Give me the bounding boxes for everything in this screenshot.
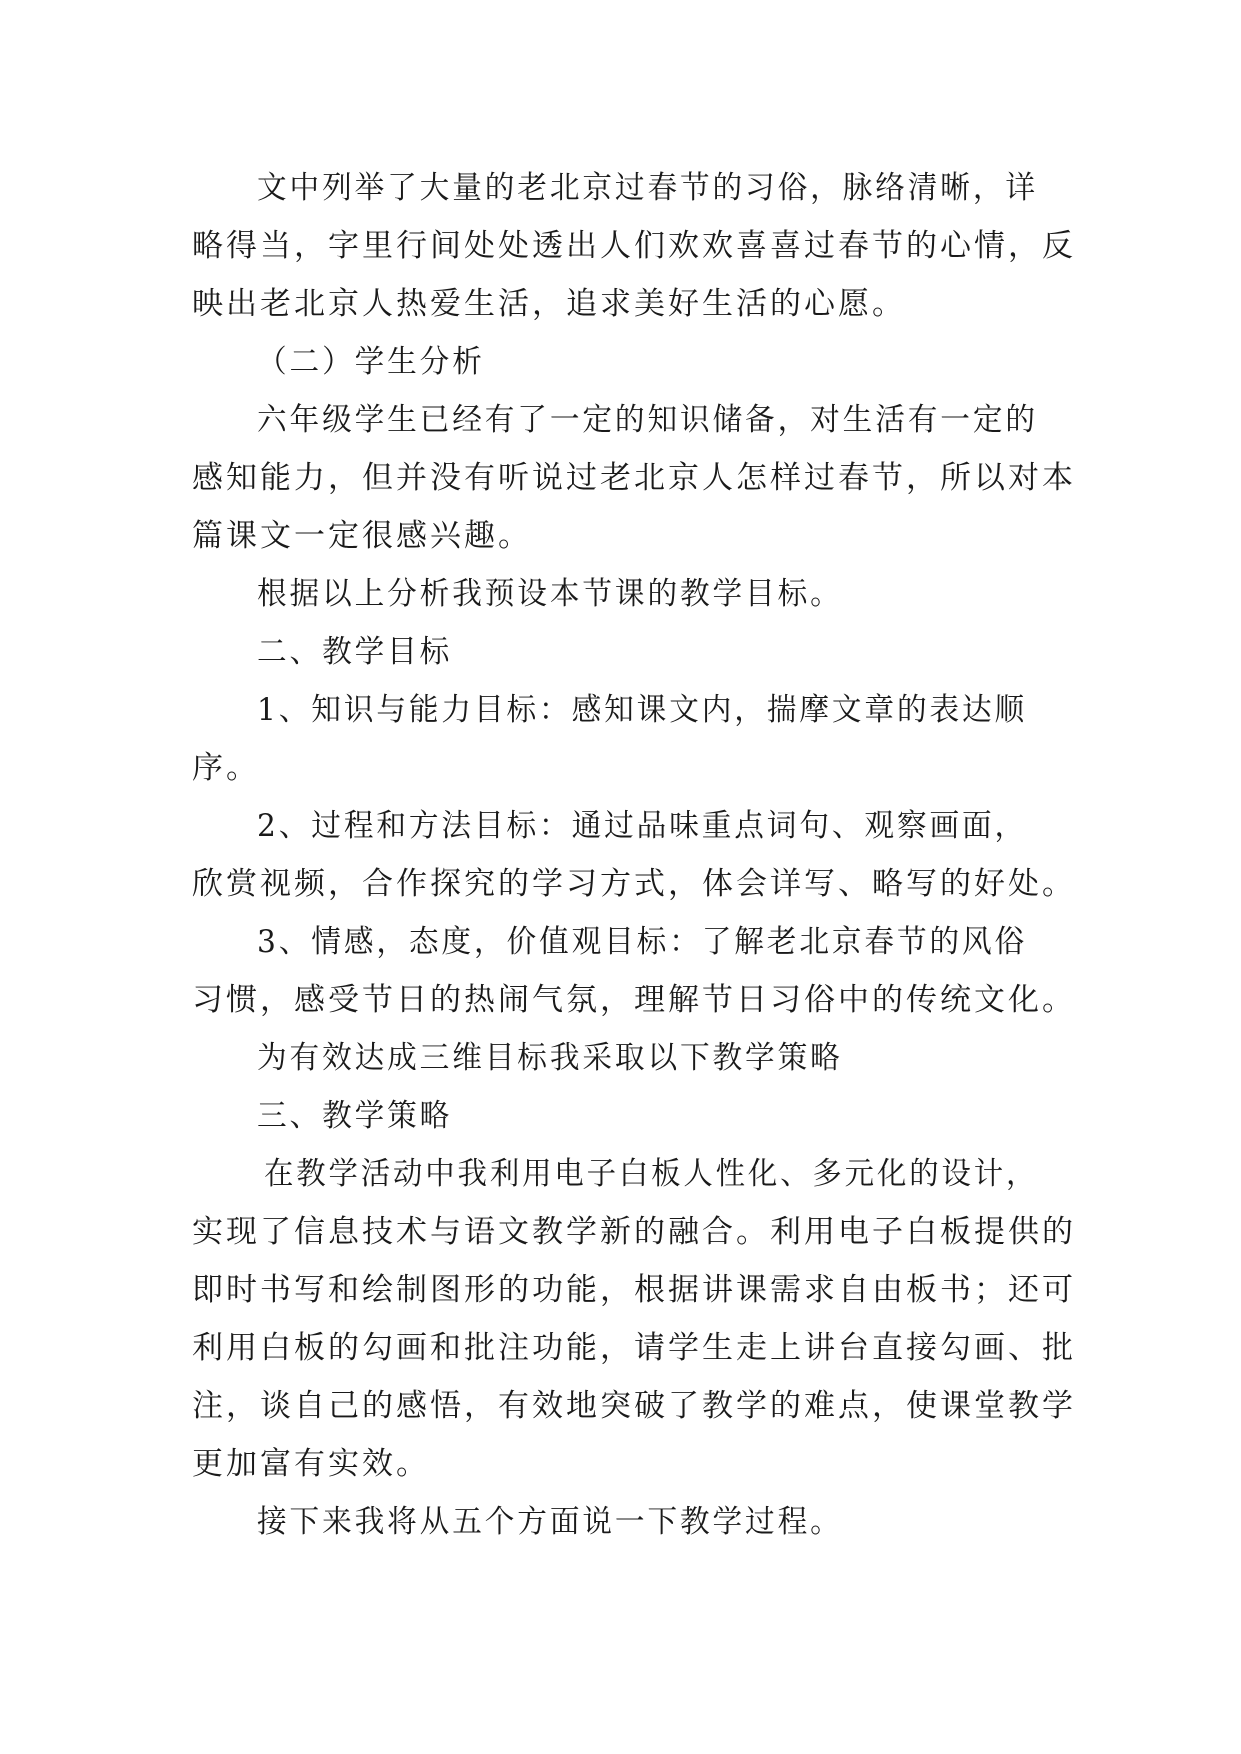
paragraph-line: 即时书写和绘制图形的功能，根据讲课需求自由板书；还可	[192, 1272, 1076, 1308]
section-heading: 三、教学策略	[257, 1098, 453, 1134]
paragraph-line: 为有效达成三维目标我采取以下教学策略	[257, 1040, 843, 1076]
paragraph-line: 略得当，字里行间处处透出人们欢欢喜喜过春节的心情，反	[192, 228, 1076, 264]
paragraph-line: 文中列举了大量的老北京过春节的习俗，脉络清晰，详	[257, 170, 1038, 206]
section-heading: 二、教学目标	[257, 634, 453, 670]
paragraph-line: 1、知识与能力目标：感知课文内，揣摩文章的表达顺	[257, 692, 1028, 728]
paragraph-line: 映出老北京人热爱生活，追求美好生活的心愿。	[192, 286, 906, 322]
paragraph-line: 篇课文一定很感兴趣。	[192, 518, 532, 554]
paragraph-line: 欣赏视频，合作探究的学习方式，体会详写、略写的好处。	[192, 866, 1076, 902]
paragraph-line: 实现了信息技术与语文教学新的融合。利用电子白板提供的	[192, 1214, 1076, 1250]
paragraph-line: 习惯，感受节日的热闹气氛，理解节日习俗中的传统文化。	[192, 982, 1076, 1018]
paragraph-line: 3、情感，态度，价值观目标：了解老北京春节的风俗	[257, 924, 1028, 960]
paragraph-line: 序。	[192, 750, 260, 786]
paragraph-line: 更加富有实效。	[192, 1446, 430, 1482]
paragraph-line: 2、过程和方法目标：通过品味重点词句、观察画面，	[257, 808, 1028, 844]
paragraph-line: 利用白板的勾画和批注功能，请学生走上讲台直接勾画、批	[192, 1330, 1076, 1366]
paragraph-line: 注，谈自己的感悟，有效地突破了教学的难点，使课堂教学	[192, 1388, 1076, 1424]
paragraph-line: 根据以上分析我预设本节课的教学目标。	[257, 576, 843, 612]
paragraph-line: 六年级学生已经有了一定的知识储备，对生活有一定的	[257, 402, 1038, 438]
paragraph-line: 感知能力，但并没有听说过老北京人怎样过春节，所以对本	[192, 460, 1076, 496]
section-heading: （二）学生分析	[257, 344, 485, 380]
paragraph-line: 在教学活动中我利用电子白板人性化、多元化的设计，	[264, 1156, 1039, 1192]
paragraph-line: 接下来我将从五个方面说一下教学过程。	[257, 1504, 843, 1540]
